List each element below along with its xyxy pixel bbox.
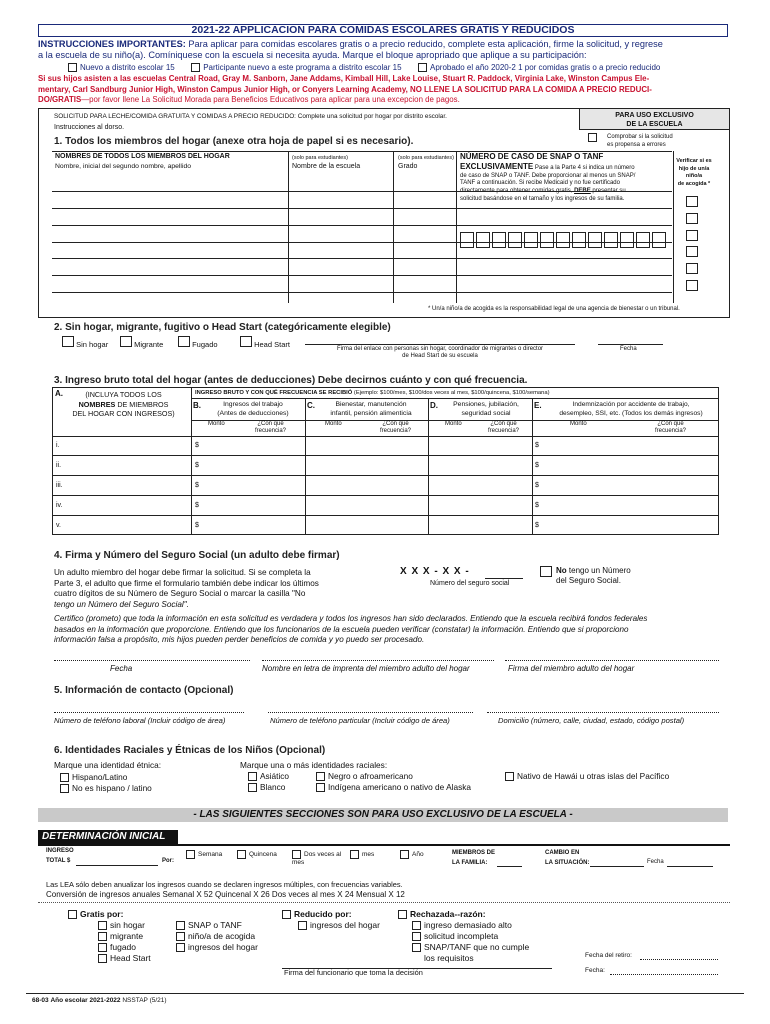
reduced-checkbox[interactable] bbox=[282, 910, 291, 919]
error-prone-checkbox[interactable] bbox=[588, 133, 597, 142]
foster-checkbox-1[interactable] bbox=[686, 196, 698, 207]
free-foster-checkbox[interactable] bbox=[176, 932, 185, 941]
home-phone-label[interactable]: Número de teléfono particular (Incluir código de área) bbox=[270, 716, 450, 725]
date-label: Fecha bbox=[110, 664, 133, 673]
free-income-checkbox[interactable] bbox=[176, 943, 185, 952]
foster-checkbox-6[interactable] bbox=[686, 280, 698, 291]
income-row[interactable]: v. $ $ bbox=[56, 522, 539, 529]
racial-label: Marque una o más identidades raciales: bbox=[240, 760, 388, 770]
colB-letter: B. bbox=[193, 401, 201, 410]
solicitud-line-2: Instrucciones al dorso. bbox=[54, 124, 125, 131]
section2-signature-label: Firma del enlace con personas sin hogar, coordinador de migrantes o director de Head Start de su escuela bbox=[336, 346, 544, 359]
racial-col1: Asiático Blanco bbox=[248, 771, 289, 793]
school-use-banner: - LAS SIGUIENTES SECCIONES SON PARA USO EXCLUSIVO DE LA ESCUELA - bbox=[38, 808, 728, 822]
red-notice-2: mentary, Carl Sandburg Junior High, Winston Campus Junior High, or Conyers Learning Academy, NO LLENE LA SOLICITUD PARA LA COMIDA A PRECIO REDUCI- bbox=[38, 84, 652, 94]
annual-conversion: Conversión de ingresos anuales Semanal X 52 Quincenal X 26 Dos veces al mes X 24 Mensual X 12 bbox=[46, 890, 405, 899]
solicitud-line-1: SOLICITUD PARA LECHE/COMIDA GRATUITA Y COMIDAS A PRECIO REDUCIDO: Complete una solicitud por hogar por distrito escolar. bbox=[54, 113, 447, 120]
colB-header: Ingresos del trabajo (Antes de deducciones) bbox=[217, 401, 289, 417]
certification-text: Certifico (prometo) que toda la información en esta solicitud es verdadera y todos los ingresos han sido declarados. Entiendo que la escuela recibirá fondos federales basados en la información que proporcione. Entiendo que los funcionarios de la escuela pueden verificar (constatar) la información. Entiendo que si proporciono información falsa a propósito, mis hijos pueden perder beneficios de comida y yo puedo ser procesado. bbox=[54, 614, 648, 644]
error-prone-checkbox-wrap bbox=[588, 133, 600, 142]
total-label: TOTAL $ bbox=[46, 858, 71, 864]
family-members-label: MIEMBROS DE LA FAMILIA: bbox=[452, 850, 496, 866]
colA-header: (INCLUYA TODOS LOS NOMBRES DE MIEMBROS DEL HOGAR CON INGRESOS) bbox=[72, 390, 175, 418]
instructions bbox=[38, 39, 733, 61]
address-label[interactable]: Domicilio (número, calle, ciudad, estado, código postal) bbox=[498, 716, 685, 725]
instructions-label: INSTRUCCIONES IMPORTANTES: bbox=[38, 39, 186, 49]
gratis-block: Gratis por: bbox=[68, 909, 123, 920]
colD-freq: ¿Con qué frecuencia? bbox=[488, 421, 520, 434]
colC-header: Bienestar, manutención infantil, pensión alimenticia bbox=[330, 401, 412, 417]
foster-checkbox-5[interactable] bbox=[686, 263, 698, 274]
ethnic-options: Hispano/Latino No es hispano / latino bbox=[60, 772, 152, 794]
red-notice-1: Si sus hijos asisten a las escuelas Central Road, Gray M. Sanborn, Jane Addams, Kimball Hill, Lake Louise, Stuart R. Paddock, Virginia Lake, Winston Campus Ele- bbox=[38, 74, 650, 83]
instructions-text-2: a la escuela de su niño(a). Comíniquese con la escuela si necesita ayuda. Marque el bloque apropriado que aplique a su participación: bbox=[38, 50, 587, 60]
runaway-checkbox[interactable] bbox=[178, 336, 190, 347]
native-american-checkbox[interactable] bbox=[316, 783, 325, 792]
new-participant-checkbox[interactable] bbox=[191, 63, 200, 72]
income-row[interactable]: iii. $ $ bbox=[52, 476, 719, 496]
section2-options: Sin hogar Migrante Fugado Head Start bbox=[62, 336, 310, 349]
income-row[interactable]: i. $ $ bbox=[52, 436, 719, 456]
work-phone-label[interactable]: Número de teléfono laboral (Incluir código de área) bbox=[54, 716, 226, 725]
freq-year: Año bbox=[400, 850, 424, 859]
freq-header: INGRESO BRUTO Y CON QUÉ FRECUENCIA SE RECIBIÓ (Ejemplo: $100/mes, $100/dos veces al mes, $100/quincena, $100/semana) bbox=[195, 390, 550, 396]
grade-col-note: (solo para estudiantes) bbox=[398, 155, 454, 161]
reduced-income-checkbox[interactable] bbox=[298, 921, 307, 930]
migrant-checkbox[interactable] bbox=[120, 336, 132, 347]
section5-title: 5. Información de contacto (Opcional) bbox=[54, 685, 234, 696]
pacific-islander-checkbox[interactable] bbox=[505, 772, 514, 781]
school-col: Nombre de la escuela bbox=[292, 163, 361, 170]
foster-checkbox-2[interactable] bbox=[686, 213, 698, 224]
income-row[interactable]: ii. $ $ bbox=[52, 456, 719, 476]
year-checkbox[interactable] bbox=[400, 850, 409, 859]
colC-letter: C. bbox=[307, 401, 315, 410]
colD-letter: D. bbox=[430, 401, 438, 410]
status-change-date: Fecha bbox=[647, 859, 664, 865]
denied-block: Rechazada--razón: bbox=[398, 909, 486, 920]
colE-letter: E. bbox=[534, 401, 542, 410]
free-runaway-checkbox[interactable] bbox=[98, 943, 107, 952]
twice-month-checkbox[interactable] bbox=[292, 850, 301, 859]
colC-monto: Monto bbox=[325, 421, 342, 427]
month-checkbox[interactable] bbox=[350, 850, 359, 859]
denied-reasons: ingreso demasiado alto solicitud incompleta SNAP/TANF que no cumple los requisitos bbox=[412, 920, 529, 964]
section2-title: 2. Sin hogar, migrante, fugitivo o Head Start (categóricamente elegible) bbox=[54, 322, 391, 333]
ssn-mask: X X X - X X - bbox=[400, 566, 470, 577]
section2-date-label: Fecha bbox=[620, 346, 637, 352]
colD-monto: Monto bbox=[445, 421, 462, 427]
section4-instructions: Un adulto miembro del hogar debe firmar la solicitud. Si se completa la Parte 3, el adulto que firme el formulario también debe indicar los últimos cuatro dígitos de su Número de Seguro Social o marcar la casilla "No tengo un Número del Seguro Social". bbox=[54, 568, 319, 609]
ssn-label: Número del seguro social bbox=[430, 580, 510, 587]
colD-header: Pensiones, jubilación, seguridad social bbox=[453, 401, 519, 417]
red-notice-3b: —por favor llene La Solicitud Morada para Beneficios Educativos para aplicar para una excepcion de pagos. bbox=[81, 95, 460, 104]
foster-checkbox-4[interactable] bbox=[686, 246, 698, 257]
week-checkbox[interactable] bbox=[186, 850, 195, 859]
income-too-high-checkbox[interactable] bbox=[412, 921, 421, 930]
withdrawal-date-label: Fecha del retiro: bbox=[585, 952, 632, 959]
snap-case-number-boxes[interactable] bbox=[460, 232, 666, 248]
new-participant-label: Participante nuevo a este programa a distrito escolar 15 bbox=[203, 63, 402, 72]
snap-ineligible-checkbox[interactable] bbox=[412, 943, 421, 952]
foster-footnote: * Un/a niño/a de acogida es la responsabilidad legal de una agencia de bienestar o un tribunal. bbox=[428, 306, 680, 312]
names-col-sub: Nombre, inicial del segundo nombre, apellido bbox=[55, 163, 192, 170]
section3-title: 3. Ingreso bruto total del hogar (antes de deducciones) Debe decirnos cuánto y con qué frecuencia. bbox=[54, 375, 528, 386]
red-notice-3a: DO/GRATIS bbox=[38, 95, 82, 104]
incomplete-checkbox[interactable] bbox=[412, 932, 421, 941]
racial-col2: Negro o afroamericano Indígena americano o nativo de Alaska bbox=[316, 771, 471, 793]
error-prone-label: Comprobar si la solicitud es propensa a errores bbox=[607, 134, 673, 148]
reduced-block: Reducido por: ingresos del hogar bbox=[282, 909, 380, 931]
initial-determination-title: DETERMINACIÓN INICIAL bbox=[38, 830, 178, 844]
ethnic-label: Marque una identidad étnica: bbox=[54, 760, 162, 770]
income-row[interactable]: iv. $ $ bbox=[52, 496, 719, 516]
section4-title: 4. Firma y Número del Seguro Social (un adulto debe firmar) bbox=[54, 550, 340, 561]
section1-title: 1. Todos los miembros del hogar (anexe otra hoja de papel si es necesario). bbox=[54, 136, 414, 147]
homeless-checkbox[interactable] bbox=[62, 336, 74, 347]
head-start-checkbox[interactable] bbox=[240, 336, 252, 347]
free-head-start-checkbox[interactable] bbox=[98, 954, 107, 963]
participation-options bbox=[68, 63, 660, 72]
free-snap-checkbox[interactable] bbox=[176, 921, 185, 930]
approved-last-year-label: Aprobado el año 2020-2 1 por comidas gratis o a precio reducido bbox=[430, 63, 661, 72]
colA-letter: A. bbox=[55, 389, 63, 398]
school-col-note: (solo para estudiantes) bbox=[292, 155, 348, 161]
income-label: INGRESO bbox=[46, 848, 74, 854]
snap-column-header: NÚMERO DE CASO DE SNAP O TANF EXCLUSIVAMENTE Pase a la Parte 4 si indica un número de caso de SNAP o TANF. Debe proporcionar al menos un SNAP/ TANF a continuación. Si recibe Medicaid y no fue certificado directamente para obtener comidas gratis, DEBE presentar su solicitud basándose en el tamaño y los ingresos de su familia. bbox=[460, 152, 636, 202]
footer: 68-03 Año escolar 2021-2022 NSSTAP (5/21) bbox=[32, 997, 167, 1004]
black-checkbox[interactable] bbox=[316, 772, 325, 781]
no-ssn-checkbox[interactable] bbox=[540, 566, 552, 577]
freq-biweekly: Quincena bbox=[237, 850, 277, 859]
official-signature-label: Firma del funcionario que toma la decisión bbox=[284, 968, 423, 977]
foster-checkbox-3[interactable] bbox=[686, 230, 698, 241]
names-col-title: NOMBRES DE TODOS LOS MIEMBROS DEL HOGAR bbox=[55, 153, 230, 160]
foster-verify-header: Verificar si es hijo de un/a niño/a de acogida * bbox=[676, 158, 712, 187]
gratis-col1: sin hogar migrante fugado Head Start bbox=[98, 920, 151, 964]
lea-note: Las LEA sólo deben anualizar los ingresos cuando se declaren ingresos múltiples, con frecuencias variables. bbox=[46, 880, 403, 889]
freq-month: mes bbox=[350, 850, 374, 859]
white-checkbox[interactable] bbox=[248, 783, 257, 792]
school-use-title: PARA USO EXCLUSIVO DE LA ESCUELA bbox=[615, 112, 694, 128]
denied-checkbox[interactable] bbox=[398, 910, 407, 919]
racial-col3: Nativo de Hawái u otras islas del Pacífico bbox=[505, 771, 669, 781]
biweekly-checkbox[interactable] bbox=[237, 850, 246, 859]
grade-col: Grado bbox=[398, 163, 418, 170]
per-label: Por: bbox=[162, 858, 174, 864]
form-title: 2021-22 APPLICACION PARA COMIDAS ESCOLARES GRATIS Y REDUCIDOS bbox=[38, 24, 728, 37]
new-district-checkbox[interactable] bbox=[68, 63, 77, 72]
non-hispanic-checkbox[interactable] bbox=[60, 784, 69, 793]
section6-title: 6. Identidades Raciales y Étnicas de los Niños (Opcional) bbox=[54, 745, 326, 756]
approved-last-year-checkbox[interactable] bbox=[418, 63, 427, 72]
new-district-label: Nuevo a distrito escolar 15 bbox=[80, 63, 175, 72]
free-checkbox[interactable] bbox=[68, 910, 77, 919]
hispanic-checkbox[interactable] bbox=[60, 773, 69, 782]
freq-week: Semana bbox=[186, 850, 222, 859]
no-ssn-label: No tengo un Número del Seguro Social. bbox=[556, 566, 631, 585]
adult-signature-label: Firma del miembro adulto del hogar bbox=[508, 664, 635, 673]
colB-monto: Monto bbox=[208, 421, 225, 427]
colC-freq: ¿Con qué frecuencia? bbox=[380, 421, 412, 434]
status-change-label: CAMBIO EN LA SITUACIÓN: bbox=[545, 850, 590, 866]
colB-freq: ¿Con qué frecuencia? bbox=[255, 421, 287, 434]
asian-checkbox[interactable] bbox=[248, 772, 257, 781]
date-label-2: Fecha: bbox=[585, 967, 605, 974]
print-name-label: Nombre en letra de imprenta del miembro adulto del hogar bbox=[262, 664, 470, 673]
red-notice bbox=[38, 74, 733, 106]
free-homeless-checkbox[interactable] bbox=[98, 921, 107, 930]
freq-twice-month: Dos veces al mes bbox=[292, 851, 342, 867]
instructions-text-1: Para aplicar para comidas escolares gratis o a precio reducido, complete esta aplicación, firme la solicitud, y regrese bbox=[188, 39, 663, 49]
free-migrant-checkbox[interactable] bbox=[98, 932, 107, 941]
gratis-col2: SNAP o TANF niño/a de acogida ingresos del hogar bbox=[176, 920, 258, 953]
colE-monto: Monto bbox=[570, 421, 587, 427]
colE-freq: ¿Con qué frecuencia? bbox=[655, 421, 687, 434]
colE-header: Indemnización por accidente de trabajo, desempleo, SSI, etc. (Todos los demás ingresos) bbox=[559, 401, 703, 417]
